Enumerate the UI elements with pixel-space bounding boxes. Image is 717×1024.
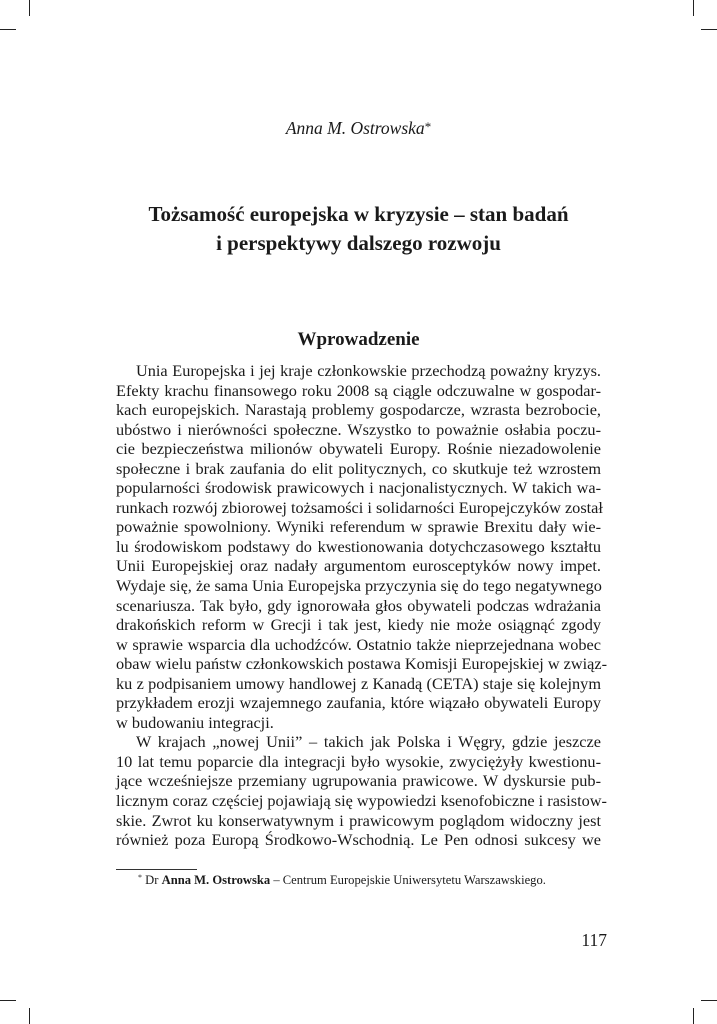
body-line: przykładem erozji wzajemnego zaufania, które wiązało obywateli Europy [116, 693, 601, 713]
body-line: w sprawie wsparcia dla uchodźców. Ostatnio także nieprzejednana wobec [116, 634, 601, 654]
crop-mark-bottom-left-h [0, 1000, 16, 1001]
chapter-title-line: i perspektywy dalszego rozwoju [216, 231, 501, 255]
body-line: ubóstwo i nierówności społeczne. Wszystko to poważnie osłabia poczu- [116, 419, 601, 439]
crop-mark-bottom-right-h [701, 1000, 717, 1001]
page-number: 117 [581, 930, 607, 950]
body-text [116, 361, 608, 850]
crop-mark-top-right-h [701, 29, 717, 30]
body-line: poważnie spowolniony. Wyniki referendum w sprawie Brexitu dały wie- [116, 517, 601, 537]
section-heading: Wprowadzenie [297, 329, 420, 350]
crop-mark-bottom-right [693, 1008, 694, 1024]
body-line: cie bezpieczeństwa milionów obywateli Europy. Rośnie niezadowolenie [116, 439, 601, 459]
footnote-affiliation: – Centrum Europejskie Uniwersytetu Warszawskiego. [270, 873, 546, 887]
footnote-marker: * [138, 873, 142, 882]
body-line: lu środowiskom podstawy do kwestionowania dotychczasowego kształtu [116, 536, 601, 556]
footnote [138, 871, 546, 891]
author-name: Anna M. Ostrowska [285, 118, 425, 138]
body-line: obaw wielu państw członkowskich postawa Komisji Europejskiej w związ- [116, 654, 608, 674]
body-line: w budowaniu integracji. [116, 712, 274, 732]
body-line: skie. Zwrot ku konserwatywnym i prawicowym poglądom widoczny jest [116, 810, 601, 830]
body-line: Efekty krachu finansowego roku 2008 są ciągle odczuwalne w gospodar- [116, 380, 601, 400]
body-line: również poza Europą Środkowo-Wschodnią. Le Pen odnosi sukcesy we [116, 830, 601, 850]
body-line: ku z podpisaniem umowy handlowej z Kanadą (CETA) staje się kolejnym [116, 673, 601, 693]
body-line: kach europejskich. Narastają problemy gospodarcze, wzrasta bezrobocie, [116, 400, 601, 420]
author-line [0, 116, 717, 142]
body-line: Unii Europejskiej oraz nadały argumentom eurosceptyków nowy impet. [116, 556, 601, 576]
chapter-title-line: Tożsamość europejska w kryzysie – stan badań [148, 202, 569, 226]
body-line: W krajach „nowej Unii” – takich jak Polska i Węgry, gdzie jeszcze [136, 732, 601, 752]
body-line: Unia Europejska i jej kraje członkowskie przechodzą poważny kryzys. [136, 361, 601, 380]
author-footnote-marker: * [424, 119, 432, 134]
crop-mark-top-left-h [0, 29, 16, 30]
footnote-prefix: Dr [142, 873, 162, 887]
body-line: runkach rozwój zbiorowej tożsamości i solidarności Europejczyków został [116, 497, 603, 517]
body-line: jące wcześniejsze przemiany ugrupowania prawicowe. W dyskursie pub- [116, 771, 601, 791]
body-line: 10 lat temu poparcie dla integracji było wysokie, zwyciężyły kwestionu- [116, 751, 601, 771]
body-line: popularności środowisk prawicowych i nacjonalistycznych. W takich wa- [116, 478, 601, 498]
body-line: scenariusza. Tak było, gdy ignorowała głos obywateli podczas wdrażania [116, 595, 601, 615]
footnote-separator [116, 869, 197, 870]
body-line: społeczne i brak zaufania do elit politycznych, co skutkuje też wzrostem [116, 458, 601, 478]
crop-mark-top-left [29, 0, 30, 16]
body-line: Wydaje się, że sama Unia Europejska przyczynia się do tego negatywnego [116, 576, 602, 596]
body-line: drakońskich reform w Grecji i tak jest, kiedy nie może osiągnąć zgody [116, 615, 601, 635]
footnote-author-name: Anna M. Ostrowska [161, 873, 271, 887]
crop-mark-bottom-left [29, 1008, 30, 1024]
crop-mark-top-right [693, 0, 694, 16]
body-line: licznym coraz częściej pojawiają się wypowiedzi ksenofobiczne i rasistow- [116, 791, 607, 811]
chapter-title [0, 200, 717, 258]
